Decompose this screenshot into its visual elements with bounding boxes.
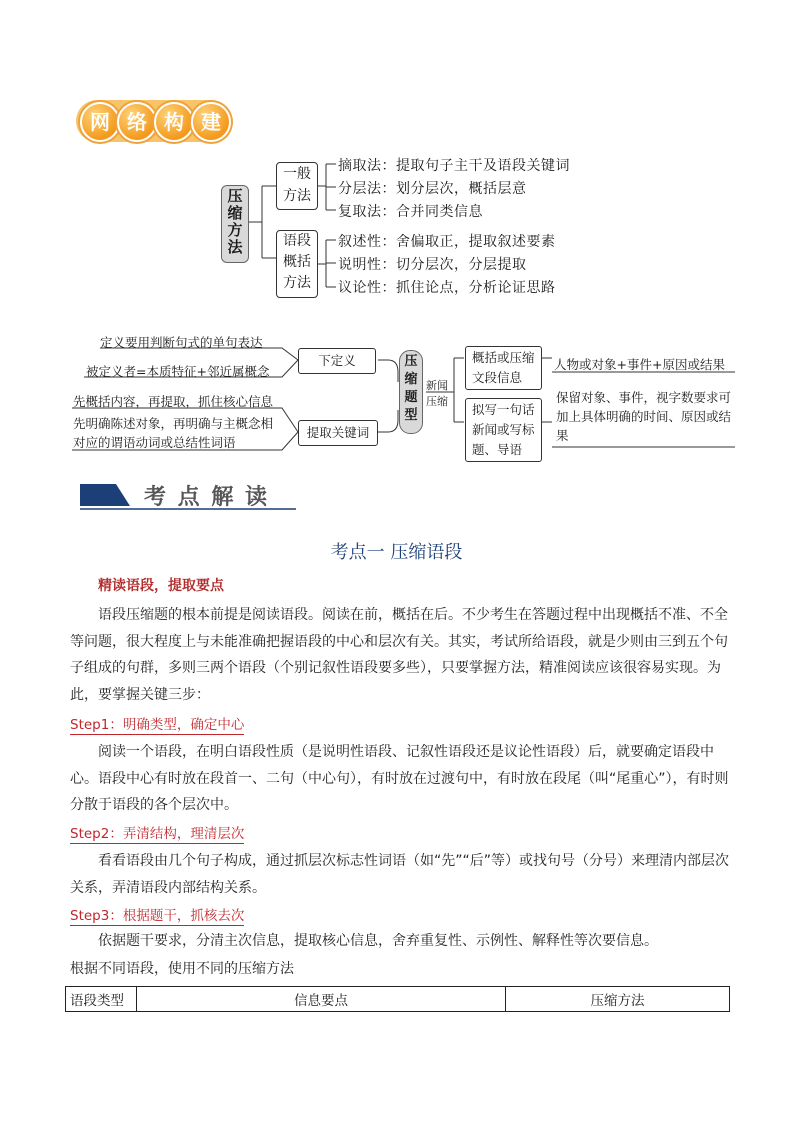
step-heading: Step2：弄清结构，理清层次 <box>70 822 244 844</box>
table-header-row <box>66 987 730 1012</box>
section-title: 考 点 解 读 <box>144 484 269 510</box>
mindmap2-center: 压缩题型 <box>399 350 423 434</box>
step-heading: Step1：明确类型，确定中心 <box>70 713 244 735</box>
table-header-cell: 语段类型 <box>66 987 137 1012</box>
banner-char: 网 <box>80 102 120 142</box>
mindmap2-branch-label: 新闻压缩 <box>426 379 448 408</box>
paragraph: 看看语段由几个句子构成，通过抓层次标志性词语（如“先”“后”等）或找句号（分号）来理清内部层次关系，弄清语段内部结构关系。 <box>70 853 730 896</box>
intro-heading: 精读语段，提取要点 <box>98 578 224 594</box>
step-heading: Step3：根据题干，抓核去次 <box>70 904 244 926</box>
section-header <box>80 480 296 510</box>
paragraph: 阅读一个语段，在明白语段性质（是说明性语段、记叙性语段还是议论性语段）后，就要确定语段中心。语段中心有时放在段首一、二句（中心句），有时放在过渡句中，有时放在段尾（叫“尾重心”），有时则分散于语段的各个层次中。 <box>70 744 729 813</box>
banner-char: 建 <box>191 102 231 142</box>
banner-char: 构 <box>154 102 194 142</box>
compression-table <box>65 986 730 1012</box>
mindmap1-branch2: 语段概括方法 <box>276 230 318 298</box>
paragraph: 根据不同语段，使用不同的压缩方法 <box>70 961 294 977</box>
mindmap1-root: 压缩方法 <box>221 185 249 263</box>
mindmap1-item: 议论性：抓住论点，分析论证思路 <box>338 280 556 296</box>
mindmap1-item: 分层法：划分层次，概括层意 <box>338 181 527 197</box>
mindmap2-note: 被定义者=本质特征+邻近属概念 <box>86 364 270 379</box>
mindmap1-item: 说明性：切分层次，分层提取 <box>338 257 527 273</box>
mindmap2-note: 先概括内容，再提取，抓住核心信息 <box>73 394 274 409</box>
mindmap2-note: 定义要用判断句式的单句表达 <box>100 335 263 350</box>
mindmap2-news-item2: 拟写一句话新闻或写标题、导语 <box>465 398 542 462</box>
paragraph: 依据题干要求，分清主次信息，提取核心信息，舍弃重复性、示例性、解释性等次要信息。 <box>98 933 658 949</box>
mindmap1-branch1: 一般方法 <box>276 162 318 210</box>
mindmap2-define: 下定义 <box>298 348 376 374</box>
topic-title: 考点一 压缩语段 <box>330 542 463 563</box>
mindmap2-note: 人物或对象+事件+原因或结果 <box>554 357 725 372</box>
paragraph: 语段压缩题的根本前提是阅读语段。阅读在前，概括在后。不少考生在答题过程中出现概括不准、不全等问题，很大程度上与未能准确把握语段的中心和层次有关。其实，考试所给语段，就是少则由三到五个句子组成的句群，多则三两个语段（个别记叙性语段要多些），只要掌握方法，精准阅读应该很容易实现。为此，要掌握关键三步： <box>70 607 728 703</box>
mindmap2-keywords: 提取关键词 <box>298 420 378 446</box>
mindmap1-item: 叙述性：舍偏取正，提取叙述要素 <box>338 234 556 250</box>
mindmap2-note: 保留对象、事件，视字数要求可加上具体明确的时间、原因或结果 <box>556 390 732 443</box>
mindmap2-note: 先明确陈述对象，再明确与主概念相对应的谓语动词或总结性词语 <box>73 416 274 450</box>
table-header-cell: 压缩方法 <box>506 987 730 1012</box>
table-header-cell: 信息要点 <box>137 987 506 1012</box>
mindmap2-news-item1: 概括或压缩文段信息 <box>465 346 542 390</box>
banner-char: 络 <box>117 102 157 142</box>
mindmap1-item: 复取法：合并同类信息 <box>338 204 483 220</box>
mindmap1-item: 摘取法：提取句子主干及语段关键词 <box>338 158 570 174</box>
